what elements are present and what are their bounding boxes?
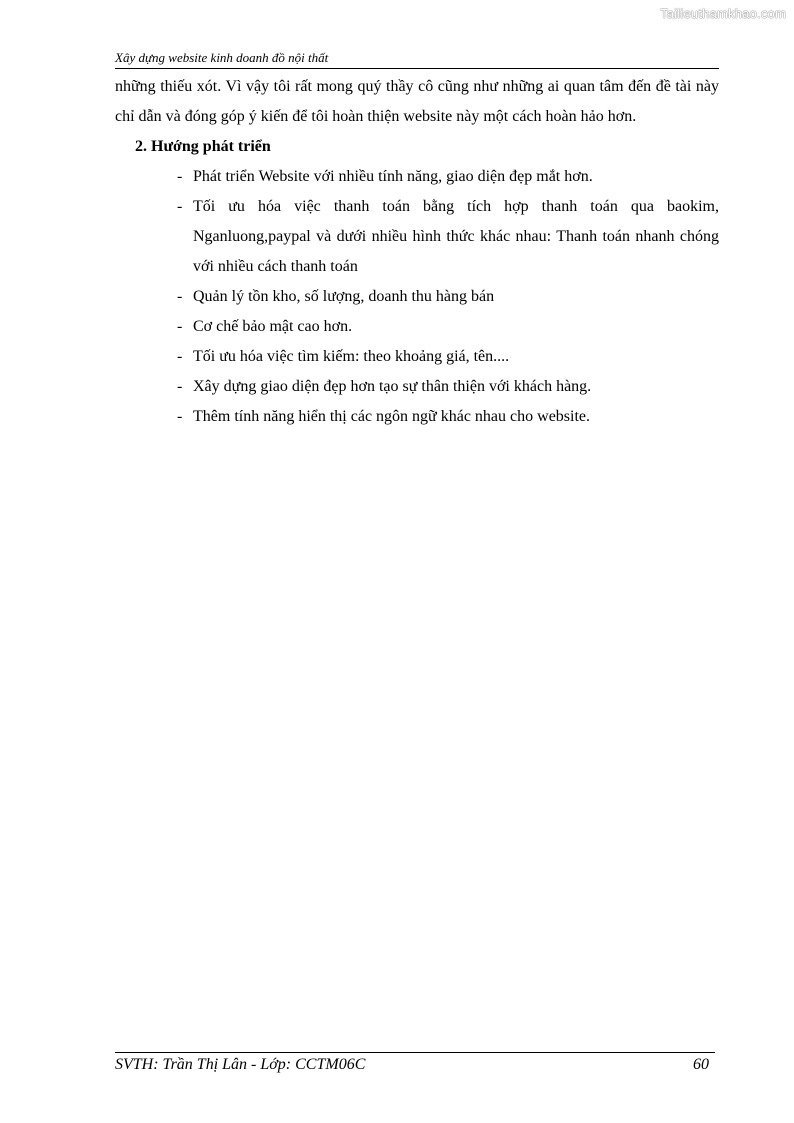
- list-item: [177, 162, 719, 192]
- list-item: [177, 282, 719, 312]
- list-item-text: Phát triển Website với nhiều tính năng, giao diện đẹp mắt hơn.: [193, 168, 593, 185]
- page-number: 60: [693, 1056, 709, 1073]
- bullet-dash: -: [177, 198, 183, 215]
- page-header: [115, 48, 719, 69]
- development-list: [115, 162, 719, 432]
- list-item: [177, 402, 719, 432]
- header-title: Xây dựng website kinh doanh đồ nội thất: [115, 50, 329, 65]
- list-item-text: Thêm tính năng hiển thị các ngôn ngữ khác nhau cho website.: [193, 408, 591, 425]
- list-item: [177, 312, 719, 342]
- bullet-dash: -: [177, 348, 183, 365]
- list-item-text: Xây dựng giao diện đẹp hơn tạo sự thân thiện với khách hàng.: [193, 378, 592, 395]
- list-item-text: Quản lý tồn kho, số lượng, doanh thu hàng bán: [193, 288, 495, 305]
- page-footer: [115, 1052, 715, 1073]
- bullet-dash: -: [177, 408, 183, 425]
- list-item: [177, 192, 719, 282]
- bullet-dash: -: [177, 318, 183, 335]
- bullet-dash: -: [177, 288, 183, 305]
- list-item: [177, 372, 719, 402]
- section-heading: 2. Hướng phát triển: [135, 138, 271, 155]
- watermark: Tailieuthamkhao.com: [660, 6, 786, 21]
- list-item-text: Tối ưu hóa việc tìm kiếm: theo khoảng giá, tên....: [193, 348, 510, 365]
- page-content: [115, 72, 719, 432]
- bullet-dash: -: [177, 168, 183, 185]
- list-item: [177, 342, 719, 372]
- bullet-dash: -: [177, 378, 183, 395]
- list-item-text: Tối ưu hóa việc thanh toán bằng tích hợp thanh toán qua baokim, Nganluong,paypal và dưới nhiều hình thức khác nhau: Thanh toán nhanh chóng với nhiều cách thanh toán: [193, 198, 719, 275]
- list-item-text: Cơ chế bảo mật cao hơn.: [193, 318, 353, 335]
- intro-paragraph: những thiếu xót. Vì vậy tôi rất mong quý thầy cô cũng như những ai quan tâm đến đề tài này chỉ dẫn và đóng góp ý kiến để tôi hoàn thiện website này một cách hoàn hảo hơn.: [115, 78, 719, 125]
- footer-author: SVTH: Trần Thị Lân - Lớp: CCTM06C: [115, 1056, 366, 1073]
